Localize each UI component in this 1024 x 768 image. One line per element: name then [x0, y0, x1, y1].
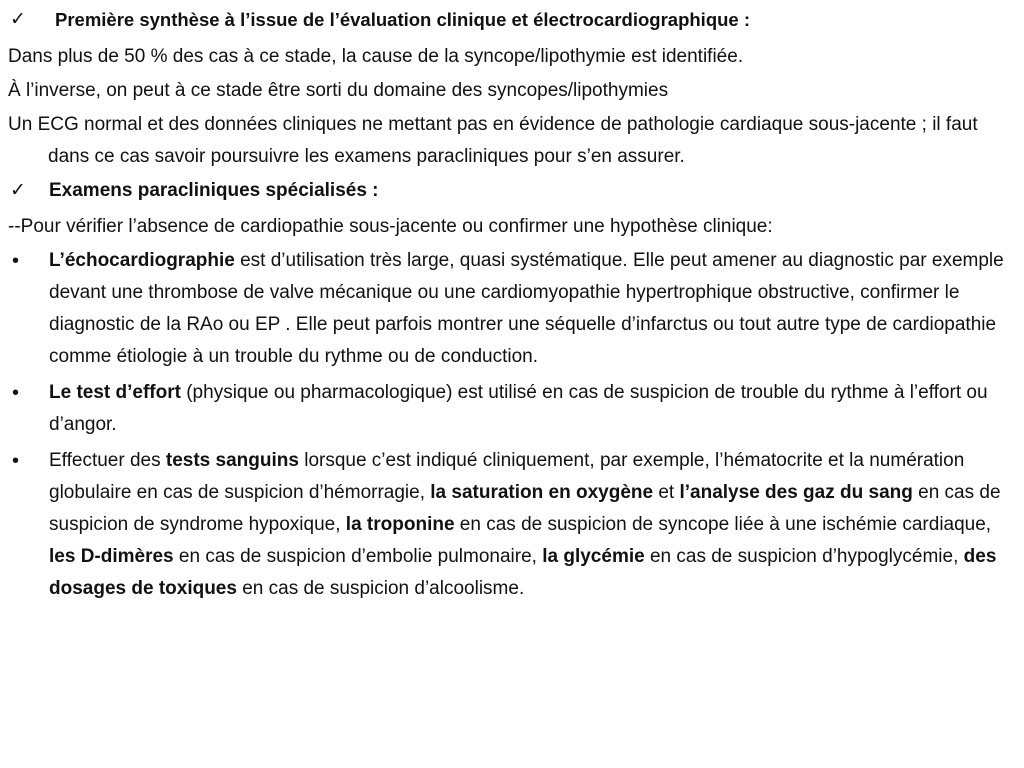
term-blood-gas: l’analyse des gaz du sang	[679, 482, 913, 503]
term-stress-test: Le test d’effort	[49, 382, 181, 403]
paragraph-ecg-normal: Un ECG normal et des données cliniques ne mettant pas en évidence de pathologie cardiaque sous-jacente ; il faut dans ce cas savoir poursuivre les examens paracliniques pour s’en assurer.	[8, 114, 978, 167]
text-blood-3: et	[653, 482, 680, 503]
term-troponin: la troponine	[345, 514, 455, 535]
paragraph-inverse: À l’inverse, on peut à ce stade être sorti du domaine des syncopes/lipothymies	[8, 80, 669, 101]
text-blood-5: en cas de suspicion de syncope liée à une ischémie cardiaque,	[454, 514, 992, 535]
term-blood-tests: tests sanguins	[165, 450, 299, 471]
text-blood-6: en cas de suspicion d’embolie pulmonaire,	[173, 546, 543, 567]
bullet-icon: •	[12, 382, 20, 404]
paragraph-identified: Dans plus de 50 % des cas à ce stade, la cause de la syncope/lipothymie est identifiée.	[8, 46, 744, 67]
term-glycemia: la glycémie	[542, 546, 645, 567]
bullet-item-echocardiography	[8, 245, 1016, 373]
bullet-icon: •	[12, 250, 20, 272]
check-heading-synthesis	[8, 4, 1016, 37]
checkmark-icon: ✓	[10, 9, 26, 30]
term-toxicology: des dosages de toxiques	[49, 546, 997, 599]
text-echocardiography: est d’utilisation très large, quasi systématique. Elle peut amener au diagnostic par exemple devant une thrombose de valve mécanique ou une cardiomyopathie hypertrophique obstructive, confirmer le diagnostic de la RAo ou EP . Elle peut parfois montrer une séquelle d’infarctus ou tout autre type de cardiopathie comme étiologie à un trouble du rythme ou de conduction.	[49, 250, 1004, 367]
bullet-item-stress-test	[8, 377, 1016, 441]
term-d-dimers: les D-dimères	[49, 546, 174, 567]
text-blood-4: en cas de suspicion de syndrome hypoxique,	[49, 482, 1001, 535]
paragraph-verify: --Pour vérifier l’absence de cardiopathie sous-jacente ou confirmer une hypothèse clinique:	[8, 216, 773, 237]
bullet-icon: •	[12, 450, 20, 472]
text-blood-2: lorsque c’est indiqué cliniquement, par exemple, l’hématocrite et la numération globulaire en cas de suspicion d’hémorragie,	[49, 450, 965, 503]
heading-exams: Examens paracliniques spécialisés :	[49, 180, 379, 201]
heading-synthesis: Première synthèse à l’issue de l’évaluation clinique et électrocardiographique :	[55, 9, 751, 30]
term-oxygen-saturation: la saturation en oxygène	[430, 482, 654, 503]
bullet-item-blood-tests	[8, 445, 1016, 605]
text-blood-7: en cas de suspicion d’hypoglycémie,	[644, 546, 964, 567]
text-blood-1: Effectuer des	[49, 450, 166, 471]
text-stress-test: (physique ou pharmacologique) est utilisé en cas de suspicion de trouble du rythme à l’effort ou d’angor.	[49, 382, 988, 435]
checkmark-icon: ✓	[10, 180, 26, 201]
text-blood-8: en cas de suspicion d’alcoolisme.	[236, 578, 525, 599]
term-echocardiography: L’échocardiographie	[49, 250, 235, 271]
check-heading-exams	[8, 175, 1016, 207]
